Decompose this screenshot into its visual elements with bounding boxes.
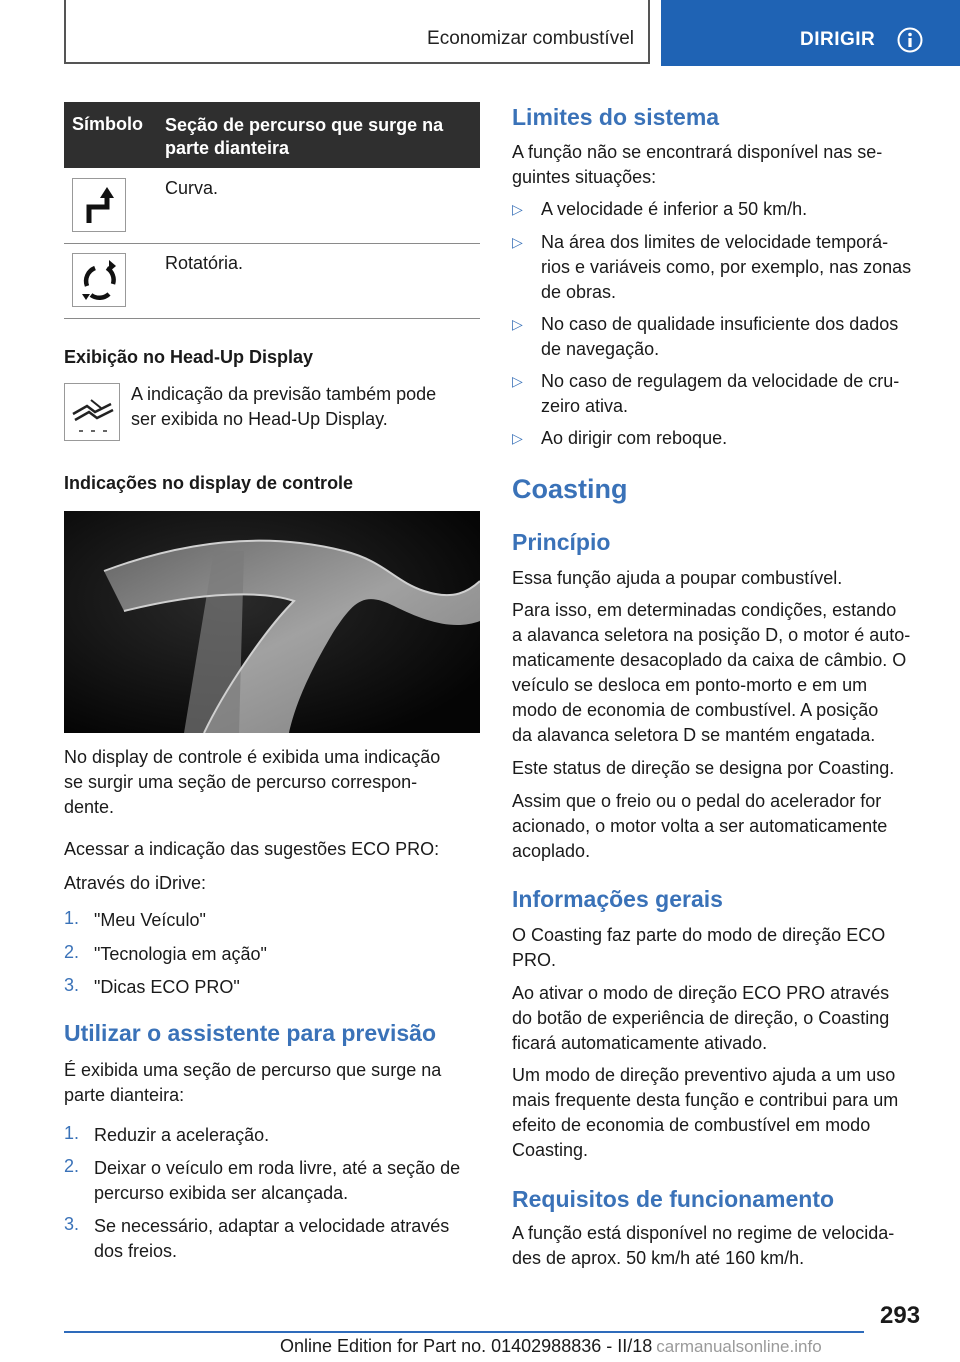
- hud-text-line: ser exibida no Head-Up Display.: [131, 409, 388, 429]
- principle-text: da alavanca seletora D se mantém engatada.: [512, 725, 876, 745]
- general-text: mais frequente desta função e contribui para um: [512, 1090, 899, 1110]
- control-text-line: dente.: [64, 797, 115, 817]
- limits-item: de obras.: [541, 282, 617, 302]
- general-text: PRO.: [512, 950, 557, 970]
- curve-arrow-icon: [72, 178, 126, 232]
- principle-text: veículo se desloca em ponto-morto e em um: [512, 675, 868, 695]
- step-text: Deixar o veículo em roda livre, até a seção de: [94, 1158, 461, 1178]
- limits-item: Na área dos limites de velocidade temporá-: [541, 232, 889, 252]
- control-text: Através do iDrive:: [64, 873, 207, 893]
- hud-text-line: A indicação da previsão também pode: [131, 384, 437, 404]
- hud-road-icon: [64, 383, 120, 441]
- limits-item: de navegação.: [541, 339, 660, 359]
- control-heading: Indicações no display de controle: [64, 473, 354, 493]
- control-text-line: No display de controle é exibida uma indicação: [64, 747, 441, 767]
- limits-item: Ao dirigir com reboque.: [541, 428, 728, 448]
- assist-heading: Utilizar o assistente para previsão: [64, 1020, 436, 1046]
- step-number: 1.: [64, 908, 80, 928]
- requirements-text: A função está disponível no regime de velocida-: [512, 1223, 895, 1243]
- roundabout-icon: [72, 253, 126, 307]
- step-text: "Tecnologia em ação": [94, 944, 267, 964]
- general-text: Coasting.: [512, 1140, 589, 1160]
- navigation-road-preview-image: [64, 511, 480, 733]
- step-text: "Meu Veículo": [94, 910, 206, 930]
- footer-edition: [280, 1336, 822, 1357]
- limits-item: No caso de qualidade insuficiente dos dados: [541, 314, 899, 334]
- step-number: 1.: [64, 1123, 80, 1143]
- step-number: 3.: [64, 1214, 80, 1234]
- control-text-line: se surgir uma seção de percurso correspon-: [64, 772, 418, 792]
- requirements-heading: Requisitos de funcionamento: [512, 1186, 835, 1212]
- bullet-triangle-icon: ▷: [512, 373, 523, 389]
- limits-heading: Limites do sistema: [512, 104, 720, 130]
- assist-intro-line: parte dianteira:: [64, 1085, 185, 1105]
- header-bar: [64, 0, 650, 64]
- table-row: [64, 168, 480, 244]
- general-text: ficará automaticamente ativado.: [512, 1033, 768, 1053]
- limits-intro-line: A função não se encontrará disponível nas se-: [512, 142, 883, 162]
- edition-text: Online Edition for Part no. 01402988836 - II/18: [280, 1336, 653, 1356]
- limits-intro-line: guintes situações:: [512, 167, 657, 187]
- col-section-header: Seção de percurso que surge na parte dianteira: [165, 115, 444, 158]
- control-text: Acessar a indicação das sugestões ECO PRO:: [64, 839, 440, 859]
- col-symbol-header: Símbolo: [72, 114, 143, 134]
- chapter-title: Economizar combustível: [427, 28, 634, 49]
- watermark-text: carmanualsonline.info: [656, 1337, 822, 1356]
- general-heading: Informações gerais: [512, 886, 723, 912]
- symbol-table-header: [64, 102, 480, 168]
- principle-text: acionado, o motor volta a ser automaticamente: [512, 816, 888, 836]
- table-row: [64, 243, 480, 319]
- row-text: Curva.: [165, 178, 219, 198]
- general-text: O Coasting faz parte do modo de direção ECO: [512, 925, 886, 945]
- principle-text: Essa função ajuda a poupar combustível.: [512, 568, 843, 588]
- principle-text: Para isso, em determinadas condições, estando: [512, 600, 897, 620]
- step-text: dos freios.: [94, 1241, 178, 1261]
- footer-divider: [64, 1331, 864, 1333]
- principle-text: Este status de direção se designa por Coasting.: [512, 758, 895, 778]
- limits-item: No caso de regulagem da velocidade de cru-: [541, 371, 900, 391]
- step-number: 3.: [64, 975, 80, 995]
- bullet-triangle-icon: ▷: [512, 234, 523, 250]
- principle-text: a alavanca seletora na posição D, o motor é auto-: [512, 625, 911, 645]
- principle-text: modo de economia de combustível. A posição: [512, 700, 879, 720]
- page-number: 293: [880, 1302, 921, 1329]
- principle-heading: Princípio: [512, 529, 611, 555]
- general-text: efeito de economia de combustível em modo: [512, 1115, 871, 1135]
- general-text: Ao ativar o modo de direção ECO PRO através: [512, 983, 890, 1003]
- row-text: Rotatória.: [165, 253, 244, 273]
- requirements-text: des de aprox. 50 km/h até 160 km/h.: [512, 1248, 805, 1268]
- limits-item: zeiro ativa.: [541, 396, 629, 416]
- bullet-triangle-icon: ▷: [512, 430, 523, 446]
- limits-item: A velocidade é inferior a 50 km/h.: [541, 199, 808, 219]
- principle-text: Assim que o freio ou o pedal do acelerador for: [512, 791, 882, 811]
- coasting-heading: Coasting: [512, 474, 628, 504]
- section-tab[interactable]: [661, 0, 960, 66]
- general-text: do botão de experiência de direção, o Coasting: [512, 1008, 890, 1028]
- principle-text: acoplado.: [512, 841, 591, 861]
- step-text: percurso exibida ser alcançada.: [94, 1183, 349, 1203]
- hud-heading: Exibição no Head-Up Display: [64, 347, 314, 367]
- section-label: DIRIGIR: [800, 29, 876, 50]
- bullet-triangle-icon: ▷: [512, 201, 523, 217]
- principle-text: maticamente desacoplado da caixa de câmbio. O: [512, 650, 907, 670]
- step-text: Reduzir a aceleração.: [94, 1125, 270, 1145]
- step-text: "Dicas ECO PRO": [94, 977, 240, 997]
- limits-item: rios e variáveis como, por exemplo, nas zonas: [541, 257, 912, 277]
- assist-intro-line: É exibida uma seção de percurso que surge na: [64, 1060, 442, 1080]
- general-text: Um modo de direção preventivo ajuda a um uso: [512, 1065, 896, 1085]
- bullet-triangle-icon: ▷: [512, 316, 523, 332]
- step-number: 2.: [64, 942, 80, 962]
- step-number: 2.: [64, 1156, 80, 1176]
- step-text: Se necessário, adaptar a velocidade através: [94, 1216, 450, 1236]
- info-icon[interactable]: [897, 27, 923, 53]
